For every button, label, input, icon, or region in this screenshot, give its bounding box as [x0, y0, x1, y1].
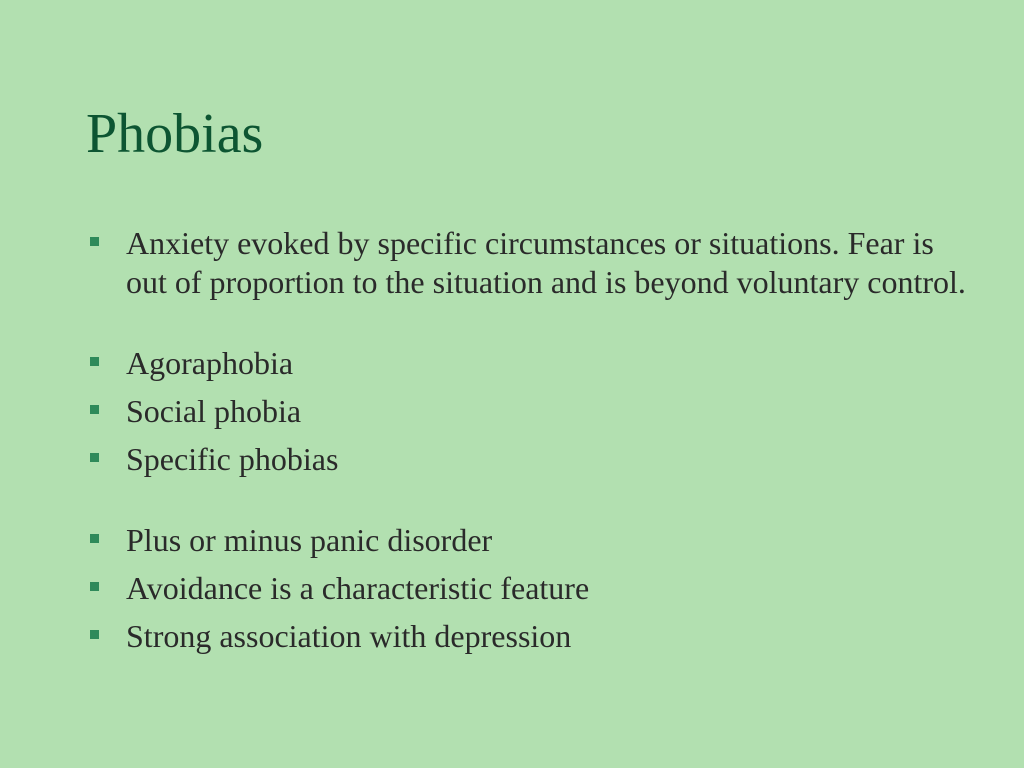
slide-title: Phobias — [86, 103, 264, 165]
square-bullet-icon — [90, 237, 99, 246]
bullet-item — [86, 569, 966, 608]
bullet-text: Plus or minus panic disorder — [126, 522, 493, 558]
bullet-text: Specific phobias — [126, 441, 339, 477]
bullet-text: Avoidance is a characteristic feature — [126, 570, 590, 606]
square-bullet-icon — [90, 630, 99, 639]
square-bullet-icon — [90, 405, 99, 414]
bullet-text: Anxiety evoked by specific circumstances or situations. Fear is out of proportion to the situation and is beyond voluntary control. — [126, 225, 966, 300]
bullet-item — [86, 617, 966, 656]
bullet-text: Agoraphobia — [126, 345, 294, 381]
bullet-text: Social phobia — [126, 393, 302, 429]
bullet-item — [86, 521, 966, 560]
bullet-list — [86, 224, 966, 665]
square-bullet-icon — [90, 453, 99, 462]
square-bullet-icon — [90, 357, 99, 366]
bullet-item — [86, 344, 966, 383]
bullet-item — [86, 224, 966, 302]
square-bullet-icon — [90, 534, 99, 543]
bullet-text: Strong association with depression — [126, 618, 572, 654]
square-bullet-icon — [90, 582, 99, 591]
bullet-item — [86, 392, 966, 431]
bullet-item — [86, 440, 966, 479]
